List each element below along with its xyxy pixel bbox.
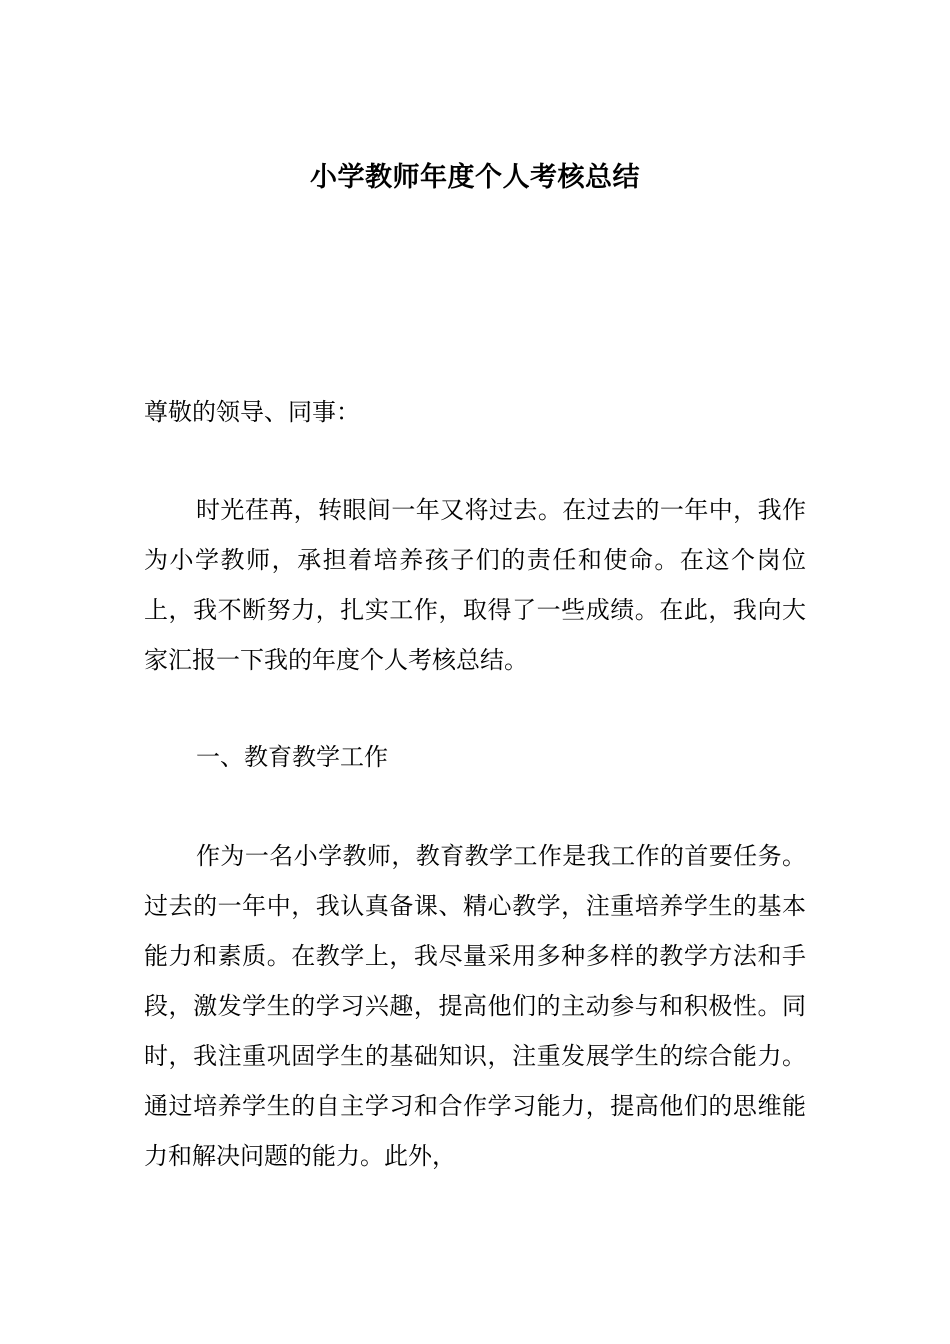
document-title: 小学教师年度个人考核总结 — [310, 162, 640, 193]
section-paragraph: 作为一名小学教师，教育教学工作是我工作的首要任务。过去的一年中，我认真备课、精心教学，注重培养学生的基本能力和素质。在教学上，我尽量采用多种多样的教学方法和手段，激发学生的学习兴趣，提高他们的主动参与和积极性。同时，我注重巩固学生的基础知识，注重发展学生的综合能力。通过培养学生的自主学习和合作学习能力，提高他们的思维能力和解决问题的能力。此外， — [144, 842, 806, 1170]
salutation: 尊敬的领导、同事： — [144, 398, 360, 426]
section-heading: 一、教育教学工作 — [196, 743, 388, 771]
intro-paragraph: 时光荏苒，转眼间一年又将过去。在过去的一年中，我作为小学教师，承担着培养孩子们的责任和使命。在这个岗位上，我不断努力，扎实工作，取得了一些成绩。在此，我向大家汇报一下我的年度个人考核总结。 — [144, 496, 806, 674]
